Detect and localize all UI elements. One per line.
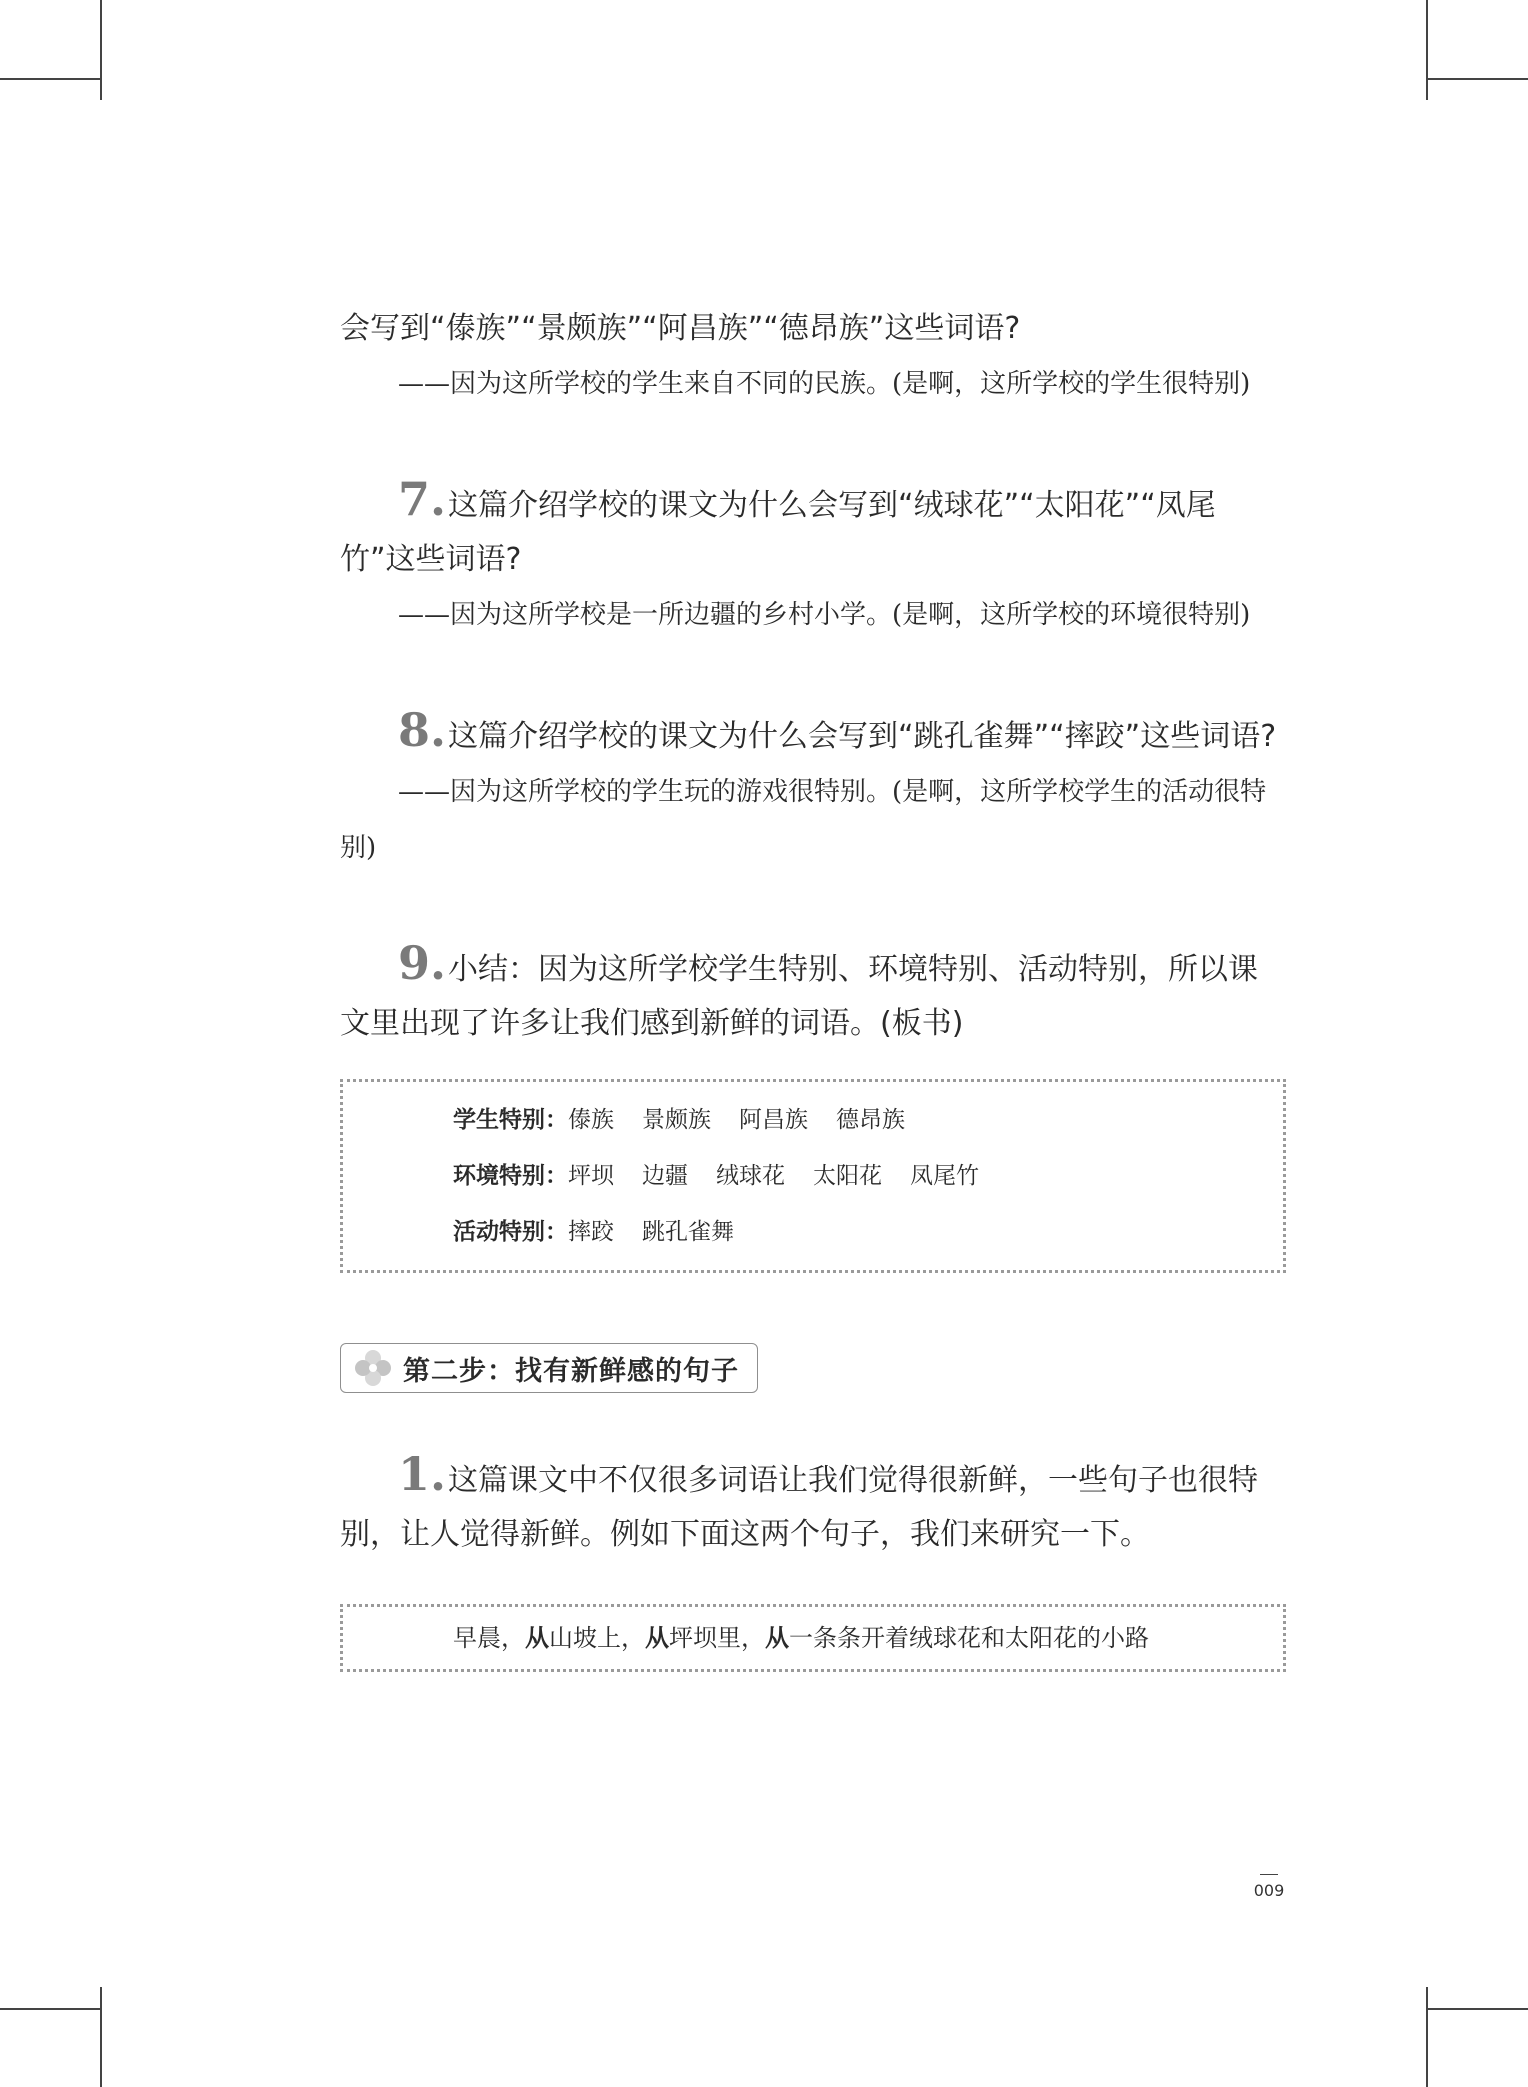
board-item: 太阳花 — [813, 1163, 882, 1189]
answer-8: ——因为这所学校的学生玩的游戏很特别。(是啊，这所学校学生的活动很特别) — [340, 777, 1267, 863]
question-text: 这篇介绍学校的课文为什么会写到“跳孔雀舞”“摔跤”这些词语? — [448, 719, 1277, 754]
question-7 — [340, 472, 1286, 587]
board-item: 边疆 — [642, 1163, 688, 1189]
crop-mark — [0, 78, 100, 80]
page-number-text: 009 — [1253, 1881, 1285, 1900]
section-step-tag — [340, 1343, 758, 1393]
question-text: 这篇介绍学校的课文为什么会写到“绒球花”“太阳花”“凤尾竹”这些词语? — [340, 488, 1216, 577]
quote-text: 早晨， — [453, 1624, 525, 1652]
page-content — [340, 302, 1286, 1672]
quote-emphasis: 从 — [525, 1623, 549, 1652]
question-number: 1. — [398, 1447, 447, 1501]
board-items — [568, 1107, 933, 1133]
answer-7: ——因为这所学校是一所边疆的乡村小学。(是啊，这所学校的环境很特别) — [398, 600, 1251, 630]
board-item: 阿昌族 — [739, 1107, 808, 1133]
board-item: 德昂族 — [836, 1107, 905, 1133]
question-number: 7. — [398, 472, 447, 526]
board-item: 坪坝 — [568, 1163, 614, 1189]
board-item: 景颇族 — [642, 1107, 711, 1133]
question-number: 8. — [398, 703, 447, 757]
quote-emphasis: 从 — [765, 1623, 789, 1652]
step-title: 第二步：找有新鲜感的句子 — [403, 1355, 739, 1387]
question-text: 小结：因为这所学校学生特别、环境特别、活动特别，所以课文里出现了许多让我们感到新鲜的词语。(板书) — [340, 952, 1259, 1041]
page-number-dash — [1260, 1874, 1278, 1875]
flower-icon — [353, 1348, 393, 1388]
board-label: 学生特别： — [453, 1107, 568, 1133]
crop-mark — [1428, 78, 1528, 80]
continuation-text: 会写到“傣族”“景颇族”“阿昌族”“德昂族”这些词语? — [340, 311, 1021, 346]
quote-text: 一条条开着绒球花和太阳花的小路 — [789, 1624, 1149, 1652]
board-label: 活动特别： — [453, 1219, 568, 1245]
board-label: 环境特别： — [453, 1163, 568, 1189]
board-item: 摔跤 — [568, 1219, 614, 1245]
board-row — [453, 1148, 1283, 1204]
question-9 — [340, 936, 1286, 1051]
step-question-1 — [340, 1447, 1286, 1562]
board-item: 绒球花 — [716, 1163, 785, 1189]
crop-mark — [100, 0, 102, 100]
board-row — [453, 1092, 1283, 1148]
quote-text: 山坡上， — [549, 1624, 645, 1652]
board-row — [453, 1204, 1283, 1260]
crop-mark — [0, 2008, 100, 2010]
board-item: 跳孔雀舞 — [642, 1219, 734, 1245]
question-text: 这篇课文中不仅很多词语让我们觉得很新鲜，一些句子也很特别，让人觉得新鲜。例如下面这两个句子，我们来研究一下。 — [340, 1463, 1259, 1552]
question-8 — [340, 703, 1286, 764]
quote-emphasis: 从 — [645, 1623, 669, 1652]
quote-text: 坪坝里， — [669, 1624, 765, 1652]
crop-mark — [1426, 0, 1428, 100]
continuation-answer: ——因为这所学校的学生来自不同的民族。(是啊，这所学校的学生很特别) — [398, 369, 1251, 399]
crop-mark — [100, 1987, 102, 2087]
question-number: 9. — [398, 936, 447, 990]
board-item: 凤尾竹 — [910, 1163, 979, 1189]
board-items — [568, 1219, 762, 1245]
crop-mark — [1428, 2008, 1528, 2010]
board-items — [568, 1163, 1007, 1189]
quote-box — [340, 1604, 1286, 1672]
crop-mark — [1426, 1987, 1428, 2087]
board-summary-box — [340, 1079, 1286, 1273]
board-item: 傣族 — [568, 1107, 614, 1133]
page-number — [1252, 1874, 1286, 1900]
